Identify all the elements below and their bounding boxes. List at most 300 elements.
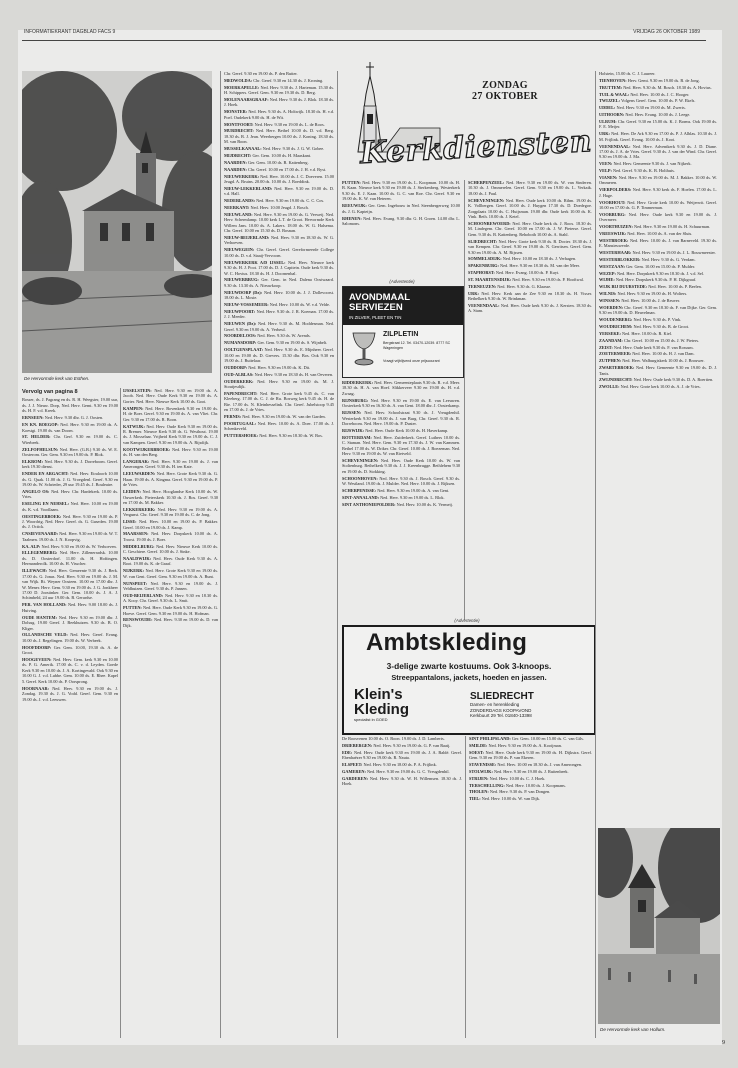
ad-line-1: 3-delige zwarte kostuums. Ook 3-knoops. — [386, 661, 552, 671]
listing-entry: STAVENISSE: Ned. Herv. 10.00 en 18.30 ds. J. van Amerongen. — [469, 761, 582, 767]
column-rule — [120, 388, 121, 1038]
listing-entry: CNSIEVENAARD: Ned. Herv. 9.30 en 19.00 dr. W. T. Taalmen. 19.00 ds. J. N. Koopvig. — [22, 531, 118, 542]
listing-entry: SCHERPENZEEL: Ned. Herv. 9.30 en 19.00 ds. W. van Sinderen. 10.30 ds. J. Ommerelen. Geref. Gem. 9.30 en 19.00 ds. L. Verkaik. 18.00 ds. J. Paul. — [468, 180, 592, 196]
column-rule — [465, 736, 466, 1038]
listing-entry: STAPHORST: Ned. Herv. Evang. 10.00 ds. P. Kuyt. — [468, 270, 560, 276]
ad-line-2: Streeppantalons, jackets, hoeden en jassen. — [391, 673, 547, 682]
listing-entry: KOOTWIJKERBROEK: Ned. Herv. 9.30 en 19.00 ds. H. van den Berg. — [123, 446, 218, 458]
listing-entry: VOORHOUT: Ned. Herv. Grote kerk 10.00 ds. Weijerwit. Geref. 10.00 en 17.00 ds. G. P. Timmerman. — [599, 199, 717, 210]
listing-entry: VELP: Ned. Geref. 9.30 ds. K. B. Holthuis. — [599, 168, 675, 174]
listing-place: EDE: — [342, 749, 353, 755]
listing-entry: MONSTER: Ned. Herv. 9.30 ds. A. Holtwijk. 18.30 ds. H. v.d. Poel. Oudekerk 9.00 ds. H. de Wit. — [224, 109, 334, 120]
listing-place: VEENENDAAL: — [468, 302, 500, 308]
logo-text: Klein's Kleding — [354, 686, 409, 718]
listing-entry: SCHEVENINGEN: Ned. Herv. Oude Kerk 10.00 ds. W. van Stoltenburg. Bethelkerk 9.30 ds. J. J. Kreenbrugge. Bethlehem 9.30 en 19.00 ds. D. Stokking. — [342, 457, 460, 474]
listing-place: IJSSELSTEIN: — [123, 388, 152, 393]
listing-entry: LANGERAK: Ned. Herv. 9.30 en 19.00 ds. J. van Amerongen. Geref. 9.30 ds. H. ten Kate. — [123, 459, 218, 470]
listing-place: ZWOLLE: — [599, 384, 620, 390]
listing-entry: KATWIJK: Ned. Herv. Oude Kerk 9.30 en 19.00 ds. R. Bremer. Nieuwe Kerk 9.30 ds. G. Westhout. 19.00 ds. J. Mosselaar. Vrijheid Kerk 9.30 en 19.00 ds. C. J. van Kampen. Geref. 9.30 en 19.00 ds. A. Rijsdijk. — [123, 423, 218, 445]
listing-entries — [22, 397, 118, 702]
listing-entry: ELLEGEMBERG: Ned. Herv. Zillenerradsk. 10.00 ds. D. Oosterdorf. 11.00 ds. H. Hoftingen. Hermanderolk. 10.00 ds. H. Visscher. — [22, 550, 118, 567]
listing-place: OESTINGERBOEK: — [22, 513, 62, 519]
listing-place: SINT PHILIPSLAND: — [469, 736, 511, 741]
listing-entry: ZWIJNDRECHT: Ned. Herv. Oude kerk 9.30 ds. D. A. Boertien. — [599, 377, 714, 383]
listing-place: SMILDE: — [469, 742, 488, 748]
listing-place: NEERKANT: — [224, 204, 250, 210]
listing-column-5 — [342, 736, 462, 1036]
church-photo-bottom-right — [598, 828, 720, 1024]
listing-place: REEUWIJK: — [342, 203, 367, 209]
listing-entry: SCHEVENINGEN: Ned. Herv. Oude kerk 10.00 ds. Rihm. 19.00 ds. K. Vollbergen. Geref. 10.00 ds. J. Huygen 17.30 ds. D. Doedegoe. Zorgplaats 10.00 ds. C. Huijsman. 19.00 dhr. Oude kerk 10.00 ds. K. Vink. Beth. 10.00 ds. J. Ketel. — [468, 197, 592, 220]
listing-entry: NAALDWIJK: Ned. Herv. Oude Kerk 9.30 ds. A. Boot. 19.00 ds. K. de Graaf. — [123, 555, 218, 567]
listing-entry: HOORNAAR: Ned. Herv. 9.30 en 19.00 ds. J. Zondag. 19.30 ds. J. G. Vodd. Geref. Gem. 9.30 en 19.00 ds. J. v.d. Leeuwen. — [22, 685, 118, 702]
listing-entry: VREESWIJK: Ned. Herv. 10.00 ds. A. van der Sluis. — [599, 230, 693, 236]
listing-place: WESTBROEK: — [599, 237, 629, 243]
ad-extra: Vraagt vrijblijvend onze prijscourant — [383, 359, 440, 363]
listing-entry: KAMPEN: Ned. Herv. Bovenkerk 9.30 en 19.00 ds. H. de Boer. Geref. 9.30 en 19.00 ds. A. van Vliet. Chr. Ger. 9.30 en 17.00 ds. R. Boon. — [123, 405, 218, 422]
listing-entry: ANGELO OS: Ned. Herv. Chr. Hardekerk. 10.00 ds. Vries. — [22, 488, 118, 500]
listing-entry: ESELING EN NEHSEL: Ned. Herv. 10.00 en 19.00 ds. K. v.d. Voodlaam. — [22, 501, 118, 512]
listing-entry: NAARDEN: Chr. Geref. 10.00 en 17.00 ds. J. H. v.d. Byst. — [224, 166, 327, 172]
listing-entry: MONTFOORT: Ned. Herv. 9.30 en 19.00 ds. L. de Roos. — [224, 121, 325, 127]
listing-place: UDDEL: — [599, 105, 616, 111]
listing-entry: WEZEP: Ned. Herv. Dorpskerk 9.30 en 18.30 ds. J. v.d. Sel. — [599, 270, 705, 276]
listing-entry: Chr. Geref. 9.30 en 19.00 ds. P. den Butter. — [224, 71, 298, 76]
listing-place: ENDER EN ARGACHT: — [22, 471, 69, 477]
listing-entry: MIJDRECHT: Ger. Gem. 10.00 ds. H. Maaskant. — [224, 153, 312, 159]
listing-place: HOOGEVEEN: — [22, 656, 52, 662]
listing-entry: SCHOONHOVEN: Ned. Herv. 9.30 ds. J. Bosch. Geref. 9.30 ds. W. Westland. 19.00 ds. J. Mulder. Ned. Herv. 10.00 ds. J. Rijksen. — [342, 475, 460, 487]
listing-place: SCHEVENINGEN: — [468, 197, 505, 203]
header-right: VRIJDAG 26 OKTOBER 1989 — [633, 29, 700, 35]
listing-place: LANGERAK: — [123, 459, 150, 464]
listing-entry: PUTTERSHOEK: Ned. Herv. 9.30 en 18.30 ds. W. Bos. — [224, 433, 323, 439]
store-name: SLIEDRECHT — [470, 691, 534, 702]
listing-entry: RIJSWIJK: Ned. Herv. Oude Kerk 10.00 ds. H. Haverkamp. — [342, 427, 449, 433]
listing-entry: LISSE: Ned. Herv. 10.00 en 19.00 ds. P. Bakker. Geref. 10.00 en 19.00 ds. J. Kamp. — [123, 519, 218, 530]
listing-place: VREESWIJK: — [599, 230, 627, 236]
listing-entry: SINT ANTHONIEPOLDER: Ned. Herv. 10.00 ds. K. Vermeij. — [342, 501, 453, 507]
listing-place: SCHEVENINGEN: — [342, 457, 379, 463]
listing-entry: NIEUWEGEIN: Chr. Geref. Geref. Gereformeerde College 10.00 ds. D. v.d. Staaij-Vervoorn. — [224, 247, 334, 258]
listing-entry: MURDRECHT: Ned. Herv. Bethel 10.00 ds. D. v.d. Berg. 18.30 ds. B. J. Jean. Weerbergen 10.00 ds. J. Koning. 18.30 ds. M. van Boon. — [224, 128, 334, 145]
listing-entry: WESTERHAAR: Ned. Herv. 9.30 en 19.00 ds. J. L. Bouwmeester. — [599, 250, 716, 256]
listing-entry: TIEL: Ned. Herv. 10.00 ds. W. van Dijk. — [469, 796, 540, 802]
listing-place: SINT ANTHONIEPOLDER: — [342, 501, 396, 507]
listing-entry: RIJSSEN: Ned. Herv. Schoolstraat 9.30 ds. J. Vreugdenhil. Westerkerk 9.30 en 19.00 ds. J. van Burg. Chr. Geref. 9.30 ds. R. Dorreboom. Ned. Herv. 19.00 ds. P. Duster. — [342, 410, 460, 426]
ad-avondmaal-serviezen[interactable] — [342, 286, 464, 378]
listing-entry: NEDERLANDS: Ned. Herv. 9.30 en 19.00 ds. C. C. Cos. — [224, 198, 325, 204]
listing-place: NIEUWLAND: — [224, 211, 253, 217]
listing-entry: ZWARTEBROEK: Ned. Herv. Gemeente 9.30 en 19.00 ds. D. J. Tanis. — [599, 365, 717, 376]
listing-place: PERNIS: — [224, 414, 242, 420]
listing-place: NIEUW-BEIJERLAND: — [224, 235, 270, 241]
column-rule — [220, 71, 221, 1038]
listing-place: VOORTHUIZEN: — [599, 224, 633, 230]
listing-entry: TRUTTEM: Ned. Herv. 9.30 ds. M. Bosch. 18.30 ds. A. Hovius. — [599, 84, 712, 90]
listing-entry: POORTUGAAL: Ned. Herv. 10.00 ds. A. Doer. 17.00 ds. J. Schenkeveld. — [224, 420, 334, 432]
listing-place: ERNSEEN: — [22, 415, 44, 421]
listing-entry: ST. MAARTENSDIJK: Ned. Herv. 9.30 en 19.00 ds. P. Hooftwal. — [468, 276, 584, 282]
listing-entry: EDE: Ned. Herv. Oude kerk 9.30 en 19.00 ds. J. A. Baldé. Geref. Ebenhaëzer 9.30 en 19.00 ds. R. Nauta. — [342, 749, 462, 761]
listing-place: POORTUGAAL: — [224, 420, 257, 426]
listing-place: MOERKAPELLE: — [224, 84, 260, 90]
listing-column-3 — [342, 180, 460, 282]
listing-entry: ZAANDAM: Chr. Geref. 10.00 en 15.00 ds. J. W. Pieters. — [599, 337, 700, 343]
listing-entry: DRIEBERGEN: Ned. Herv. 9.30 en 19.00 ds. G. P. van Raaij. — [342, 742, 451, 748]
listing-place: ZAANDAM: — [599, 337, 623, 343]
listing-entry: MEDWOLDA: Chr. Geref. 9.30 en 14.30 ds. J. Kroning. — [224, 77, 324, 83]
listing-place: OOLTGENSPLAAT: — [224, 347, 264, 353]
listing-place: OUDDORP: — [224, 364, 248, 370]
listing-place: MONTFOORT: — [224, 121, 254, 127]
listing-place: WOUDRICHEM: — [599, 324, 633, 329]
listing-place: SCHOONHOVEN: — [342, 475, 378, 481]
listing-entry: UITHOORN: Ned. Herv. Evang. 10.00 ds. J. Leege. — [599, 112, 691, 118]
listing-place: RENSWOUDE: — [123, 617, 153, 623]
listing-entry: YERSEKE: Ned. Herv. 10.00 ds. R. Kiel. — [599, 330, 673, 336]
listing-entry: OOLTGENSPLAAT: Ned. Herv. 9.30 ds. E. Mijnheer. Geref. 10.00 en 19.00 ds. D. Grevers. 15.30 dhr. Bos. Ook 9.30 en 19.00 ds. J. Buitelaar. — [224, 347, 334, 363]
listing-place: TERSCHELLING: — [469, 782, 505, 788]
listing-entry: TWIJZEL: Volgens Geref. Gem. 10.00 ds. P. W. Ekels. — [599, 98, 696, 104]
ad-logo — [354, 687, 432, 727]
listing-entry: NOORDELOOS: Ned. Herv. 9.30 ds. W. Arends. — [224, 333, 311, 339]
ad-address: Bergstraat 12. Tel. 03470-12039. 8777 SC Wageningen — [383, 341, 451, 350]
listing-entry: Holstein, 15.00 ds. C. J. Laureer. — [599, 71, 656, 76]
listing-entry: URK: Ned. Herv. De Ark 9.30 en 17.00 ds. P. J. Alblas. 10.30 ds. J. M. Frijlink. Geref. Evang. 10.00 ds. J. Kooi. — [599, 131, 717, 142]
listing-place: ROTTERDAM: — [342, 434, 372, 440]
page-marker: 9 — [722, 1040, 725, 1046]
listing-entry: LEIDEN: Ned. Herv. Hooglandse Kerk 10.00 ds. W. Ouwerkerk. Pieterskerk 10.30 ds. J. Bos. Geref. 9.30 en 17.00 ds. M. Bakker. — [123, 489, 218, 505]
church-photo-illustration — [598, 828, 720, 1024]
listing-place: GARDEREN: — [342, 775, 369, 781]
listing-entry: SOEST: Ned. Herv. Oude kerk 9.30 en 19.00 ds. H. Dijkstra. Geref. Gem. 9.30 en 19.00 ds. P. van Ekeren. — [469, 749, 592, 761]
listing-entry: VIANEN: Ned. Herv. 9.30 en 19.00 ds. M. J. Bakker. 10.00 ds. W. Ommeren. — [599, 174, 717, 186]
listing-place: VEEN: — [599, 161, 613, 167]
listing-entry: PUTTEN: Ned. Herv. Oude Kerk 9.30 en 19.00 ds. G. Hoeve. Geref. Gem. 9.30 en 19.00 ds. H. Hofman. — [123, 605, 218, 616]
listing-place: VEENENDAAL: — [599, 143, 631, 149]
listing-place: LEKKERKERK: — [123, 506, 156, 512]
listing-place: KATWIJK: — [123, 423, 145, 429]
listing-entry: ELKROM: Ned. Herv. 9.30 ds. J. Dorreboom. Geref. kerk 19.30 dienst. — [22, 458, 118, 470]
listing-place: OUDE HANTEM: — [22, 614, 58, 620]
listing-place: EN KN. BOEGOP: — [22, 422, 59, 428]
listing-place: OUD-ALBLAS: — [224, 371, 254, 377]
listing-entry: STRIJEN: Ned. Herv. 10.00 ds. C. J. Hoek. — [469, 775, 546, 781]
listing-entry: PERNIS: Ned. Herv. 9.30 en 19.00 ds. W. van der Garden. — [224, 414, 326, 420]
listing-place: TRUTTEM: — [599, 84, 623, 90]
listing-place: VIERPOLDERS: — [599, 187, 632, 193]
listing-column-3b — [342, 380, 460, 620]
listing-entry: WIJK BIJ DUURSTEDE: Ned. Herv. 10.00 ds. P. Beelen. — [599, 284, 702, 290]
listing-entry: VOORTHUIZEN: Ned. Herv. 9.30 en 19.00 ds. H. Schuurman. — [599, 224, 711, 230]
listing-entry: ENDER EN ARGACHT: Ned. Herv. Eiraloorb 10.00 ds. G. Quak. 11.00 ds. J. G. Vroegdenl. Geref. 9.30 en 19.00 ds. W. Schrieder, 29 uur 19.45 ds. J. Bouleaire. — [22, 471, 118, 488]
listing-place: ST. MAARTENSDIJK: — [468, 276, 512, 282]
listing-entry: MOERKAPELLE: Ned. Herv. 9.30 ds. J. Harteman. 15.30 ds. H. Schippers. Geref. Gem. 9.30 en 19.30 ds. D. Berg. — [224, 84, 334, 96]
store-line-1: Damen- en herenkleding — [470, 702, 520, 707]
listing-entry: NIJKERK: Ned. Herv. Grote Kerk 9.30 en 19.00 ds. W. van Gent. Geref. Gem. 9.30 en 19.00 ds. A. Bunt. — [123, 568, 218, 579]
listing-place: URK: — [599, 131, 610, 137]
listing-entry: NIEUWPOORT: Ned. Herv. 9.30 ds. J. R. Koeman. 17.00 ds. J. J. Meeder. — [224, 308, 334, 320]
listing-entry: NIEUW-VOSSEMEER: Ned. Herv. 10.00 ds. W. v.d. Velde. — [224, 301, 330, 307]
listing-entry: NAARDEN: Ger. Gem. 10.00 ds. B. Kattenberg. — [224, 159, 309, 165]
listing-place: WESTERHAAR: — [599, 250, 632, 256]
listing-place: ELLEGEMBERG: — [22, 550, 58, 556]
listing-entry: PUTTEN: Ned. Herv. 9.30 en 19.00 ds. L. Koopman. 10.00 ds. H. B. Kaan. Nieuwe kerk 9.30 en 19.00 ds. J. Sterkenberg. Westerkerk 9.30 ds. E. J. Kaan. 10.00 ds. G. C. van Roe. Chr. Geref. 9.30 en 19.00 ds. K. W. van Heteren. — [342, 180, 460, 202]
listing-entry: NIEUWERKERK: Ned. Herv. 10.00 ds. J. C. Doeveren. 15.00 Jeugd. A. Bruins. 20.00 ds. 10.00 ds. J. Boeddink. — [224, 173, 334, 184]
listing-place: URK: — [468, 290, 479, 296]
store-line-3: Kerkbuurt 29 Tel. 01840-13398 — [470, 713, 532, 719]
listing-place: ST. HELDER: — [22, 434, 51, 440]
listing-place: SCHOONREWOERD: — [468, 220, 511, 226]
listing-entry: URK: Ned. Herv. Kerk aan de Zee 9.30 en 18.30 ds. H. Visser. Bethelkerk 9.30 ds. W. Brinkman. — [468, 290, 592, 302]
listing-entry: RHENEN: Ned. Herv. Evang. 9.30 dhr. G. H. Groen. 14.00 dhr. L. Salomons. — [342, 215, 460, 226]
listing-place: STAPHORST: — [468, 270, 495, 276]
listing-place: RIJNSBURG: — [342, 397, 369, 403]
listing-entry: WESTZAAN: Ger. Gem. 10.00 en 15.00 ds. P. Mulder. — [599, 263, 696, 269]
listing-entry: UDDEL: Ned. Herv. 9.30 en 19.00 ds. M. Zwerts. — [599, 105, 686, 111]
listing-entry: De Roosvenen 10.00 ds. O. Boon. 19.00 ds. J. D. Lamberts. — [342, 736, 445, 741]
listing-place: WESTZAAN: — [599, 263, 626, 269]
listing-entry: MUSSELKANAAL: Ned. Herv. 9.30 ds. J. G. W. Gobee. — [224, 146, 325, 152]
listing-entry: VEENENDAAL: Ned. Herv. Oude kerk 9.30 ds. J. Kersten. 18.30 ds. A. Stam. — [468, 302, 592, 314]
listing-place: NIJKERK: — [123, 568, 145, 574]
listing-place: MAARSSEN: — [123, 531, 149, 537]
banner-date: 27 OKTOBER — [472, 91, 538, 102]
listing-place: NIEUW-LEKKERLAND: — [224, 185, 273, 191]
listing-entry: NIEUW-BEIJERLAND: Ned. Herv. 9.30 en 18.30 ds. W. G. Verhoeven. — [224, 235, 334, 246]
listing-place: NIEUWERKERK: — [224, 173, 260, 179]
listing-entry: NIEUWERBRUG: Ger. Gem. in Ned. Dalena Oostwaard. 9.30 ds. 13.30 ds. A. Nieuwkoop. — [224, 277, 334, 288]
listing-place: WEZEP: — [599, 270, 616, 276]
listing-entries — [468, 180, 592, 314]
listing-place: NIEUWERKERK A/D IJSSEL: — [224, 259, 286, 265]
listing-place: NAALDWIJK: — [123, 555, 152, 561]
listing-entry: HOOGEVEEN: Ned. Herv. Gem. kerk 9.30 en 10.00 ds. P. G. Amerik. 17.00 ds. C. v. d. Leyden. Goede Kerk 9.30 en 10.00 ds. J. A. Kortingevald. Ook 9.30 en 10.00 G. J. v.d. Lubbe. Gem. 10.00 ds. E. Rhee. Kapel 5. Geref. Kerk 10.00 ds. P. Oorsprong. — [22, 656, 118, 684]
listing-column-4 — [468, 180, 592, 620]
listing-place: PUTTEN: — [342, 180, 361, 185]
listing-place: NIEUW-VOSSEMEER: — [224, 301, 269, 307]
listing-place: MIDDELBURG: — [123, 543, 155, 549]
ad-subline: IN ZILVER, PLEET EN TIN — [349, 315, 402, 320]
listing-place: MONSTER: — [224, 109, 248, 115]
listing-place: OUD-BEIJERLAND: — [123, 592, 164, 598]
listing-place: WOERDEN: — [599, 304, 624, 310]
listing-entry: NIEUWERKERK A/D IJSSEL: Ned. Herv. Nieuwe kerk 9.30 ds. H. J. Poot. 17.00 ds. D. J. Capitein. Oude kerk 9.30 ds. W. C. Hovius. 18.30 ds. H. J. Doornenbal. — [224, 259, 334, 276]
ad-ambtskleding[interactable] — [342, 625, 596, 735]
listing-place: ELKROM: — [22, 458, 44, 464]
listing-entry: ZUTPHEN: Ned. Herv. Walburgiskerk 10.00 ds. J. Brouwer. — [599, 358, 705, 364]
listing-entry: SPAKENBURG: Ned. Herv. 9.30 en 18.30 ds. M. van der Meer. — [468, 263, 580, 269]
listing-entry: MIDDELBURG: Ned. Herv. Nieuwe Kerk 10.00 ds. C. Geschiere. Geref. 10.00 ds. J. Sinke. — [123, 543, 218, 555]
listing-entry: WIJHE: Ned. Herv. Dorpskerk 9.30 ds. P. H. Dijkgraaf. — [599, 277, 697, 283]
listing-place: ZWARTEBROEK: — [599, 365, 635, 371]
listing-entry: VEENENDAAL: Ned. Herv. Adventkerk 9.30 ds. J. D. Diane. 17.00 ds. J. A. de Vries. Geref. 9.30 ds. J. van der Wind. Chr. Geref. 9.30 en 19.00 ds. J. Ma. — [599, 143, 717, 160]
listing-place: NAARDEN: — [224, 166, 247, 172]
listing-entry: OUD-BEIJERLAND: Ned. Herv. 9.30 en 18.30 ds. A. Kooy. Chr. Geref. 9.30 ds. L. Smit. — [123, 592, 218, 604]
listing-entry: SCHOONREWOERD: Ned. Herv. Oude kerk ds. J. Roos. 18.30 ds. M. Lindegem. Chr. Geref. 10.00 en 17.00 ds. J. W. Pieterse. Geref. Gem. 9.30 ds. B. Kattenberg. Rehoboth 10.00 ds. A. Stahl. — [468, 220, 592, 237]
listing-place: ULRUM: — [599, 118, 617, 124]
listing-entry: RENSWOUDE: Ned. Herv. 9.30 en 19.00 ds. D. van Dijk. — [123, 617, 218, 628]
listing-entry: WESTERBLOKKER: Ned. Herv. 9.30 ds. G. Verdam. — [599, 256, 696, 262]
listing-entry: SCHERPENISSE: Ned. Herv. 9.30 en 19.00 ds. A. van Gent. — [342, 487, 450, 493]
listing-entry: SINT PHILIPSLAND: Ger. Gem. 10.00 en 15.00 ds. C. van Gils. — [469, 736, 584, 741]
listing-entry: WILNIS: Ned. Herv. 9.30 en 19.00 ds. H. Wolters. — [599, 291, 688, 297]
listing-entry: TERSCHELLING: Ned. Herv. 10.00 ds. J. Koopmans. — [469, 782, 566, 788]
listing-place: STRIJEN: — [469, 775, 489, 781]
listing-entry: WINSSEN: Ned. Herv. 10.00 ds. J. de Reuver. — [599, 298, 681, 304]
listing-place: ELSPEET: — [342, 761, 363, 767]
listing-entry: ELSPEET: Ned. Herv. 9.30 en 18.00 ds. P. A. Frijlink. — [342, 761, 437, 767]
listing-place: ANGELO OS: — [22, 488, 50, 494]
listing-place: WINSSEN: — [599, 298, 621, 304]
listing-entry: WOUDENBERG: Ned. Herv. 9.30 ds. P. Vink. — [599, 317, 682, 323]
listing-place: PUTTERSHOEK: — [224, 433, 259, 439]
listing-column-2 — [224, 71, 334, 1038]
listing-entries — [224, 71, 334, 439]
listing-place: ZEIST: — [599, 344, 613, 350]
listing-entry: TERNEUZEN: Ned. Herv. 9.30 ds. G. Klaasse. — [468, 283, 552, 289]
church-photo-illustration — [22, 71, 212, 373]
listing-place: WESTERBLOKKER: — [599, 256, 641, 262]
listing-entry: GARDEREN: Ned. Herv. 9.30 ds. W. H. Willemsen. 18.30 ds. J. Hoek. — [342, 775, 462, 787]
listing-entry: NUNSPEET: Ned. Herv. 9.30 en 19.00 ds. J. Veldhuizen. Geref. 9.30 ds. P. Jansen. — [123, 580, 218, 592]
listing-entry: NIEUWEN (Dz): Ned. Herv. 9.30 ds. M. Hoddesman. Ned. Geref. 9.30 en 19.00 ds. A. Verheul. — [224, 321, 334, 332]
listing-place: WILNIS: — [599, 291, 617, 297]
listing-place: MIJDRECHT: — [224, 153, 252, 159]
listing-place: RHENEN: — [342, 215, 362, 221]
ad-headline: AVONDMAAL SERVIEZEN — [349, 292, 410, 313]
listing-place: TERNEUZEN: — [468, 283, 497, 289]
listing-entry: THOLEN: Ned. Herv. 9.30 ds. P. van Dongen. — [469, 789, 551, 795]
listing-column-6 — [469, 736, 592, 1036]
listing-entries — [342, 180, 460, 226]
listing-place: OLLANDSCHE VELD: — [22, 632, 68, 638]
listing-entry: RIDDERKERK: Ned. Herv. Gemeenteplaats 9.30 ds. R. v.d. Meer. 18.30 ds. H. A. van Hoef. Slikkerveer 9.30 en 19.00 ds. H. v.d. Zwaag. — [342, 380, 460, 396]
listing-entry: HOOFDDORP: Ger. Gem. 10.00, 19.30 ds. A. de Groot. — [22, 644, 118, 656]
listing-entry: ZEIST: Ned. Herv. Oude kerk 9.30 ds. F. van Rossum. — [599, 344, 694, 350]
listing-entry: TIENHOVEN: Herv. Gemt. 9.30 en 19.00 ds. B. de Jong. — [599, 77, 700, 83]
listing-entries — [342, 736, 462, 787]
listing-place: TIEL: — [469, 796, 481, 802]
ad-brand: ZILPLETIN — [383, 331, 419, 338]
listing-place: VIANEN: — [599, 174, 618, 180]
listing-entry: ULRUM: Chr. Geref. 9.30 en 15.00 ds. K. J. Borms. Ook 19.00 ds. F. E. Meijer. — [599, 118, 717, 130]
listing-entry: WESTBROEK: Ned. Herv. 10.00 ds. J. van Barneveld. 19.30 ds. E. Mansieuwerde. — [599, 237, 717, 249]
listing-entry: SMILDE: Ned. Herv. 9.30 en 19.00 ds. A. Kooijman. — [469, 742, 562, 748]
listing-place: VELP: — [599, 168, 612, 174]
church-photo-top-left — [22, 71, 212, 373]
listing-place: CNSIEVENAARD: — [22, 531, 59, 537]
listing-place: NIEUWPOORT: — [224, 308, 256, 314]
listing-place: KOOTWIJKERBROEK: — [123, 446, 171, 452]
listing-entry: WOUDRICHEM: Ned. Herv. 9.30 ds. B. de Groot. — [599, 324, 690, 329]
listing-entry: SOMMELSDIJK: Ned. Herv. 10.00 en 18.30 ds. J. Verhagen. — [468, 256, 577, 262]
listing-place: HOORNAAR: — [22, 685, 49, 691]
listing-place: SOMMELSDIJK: — [468, 256, 502, 262]
kerkdiensten-banner — [340, 56, 596, 172]
listing-place: LEIDEN: — [123, 489, 141, 495]
page-header — [22, 29, 722, 39]
listing-place: RIDDERKERK: — [342, 380, 374, 385]
listing-place: ZUTPHEN: — [599, 358, 622, 364]
ad-label: (Advertentie) — [454, 618, 480, 623]
listing-place: NAARDEN: — [224, 159, 247, 165]
chalice-icon — [347, 329, 381, 369]
listing-entry: MAARSSEN: Ned. Herv. Dorpskerk 10.00 ds. A. Troost. 19.00 ds. J. Boer. — [123, 531, 218, 542]
listing-column-7 — [599, 71, 717, 821]
listing-entry: Bosser, ds. J. Pagrang en ds. R. H. Weegster, 19.00 uur, ds. J. J. Nieuw. Dorp, Ned. Herv. Gemt. 9.30 en 19.00 ds. H. F. v.d. Kreek. — [22, 397, 118, 414]
listing-place: NUNSPEET: — [123, 580, 148, 586]
listing-entry: SLIEDRECHT: Ned. Herv. Grote kerk 9.30 ds. B. Docter. 18.30 ds. J. van Kempen. Chr. Geref. 9.30 en 19.00 ds. N. Gerritsen. Geref. Gem. 9.30 en 19.00 ds. A. M. Rijssen. — [468, 238, 592, 255]
listing-entry: ZOETERMEER: Ned. Herv. 10.00 ds. H. J. van Dam. — [599, 351, 695, 357]
photo-caption-top: De Hervormde kerk van Esthen. — [24, 376, 90, 381]
listing-place: HOOFDDORP: — [22, 644, 52, 650]
listing-place: UITHOORN: — [599, 112, 625, 118]
column-rule — [337, 71, 338, 1038]
listing-place: SOEST: — [469, 749, 484, 755]
listing-entry: LEKKERKERK: Ned. Herv. 9.30 en 19.00 ds. A. Vergunst. Chr. Geref. 9.30 en 19.00 ds. C. de Jong. — [123, 506, 218, 518]
listing-place: MOLENAARSGRAAF: — [224, 96, 269, 102]
listing-place: WIJK BIJ DUURSTEDE: — [599, 284, 648, 290]
listing-place: RIJSWIJK: — [342, 427, 365, 433]
column-heading: Vervolg van pagina 8 — [22, 389, 78, 395]
listing-place: STAVENISSE: — [469, 761, 497, 767]
listing-place: MURDRECHT: — [224, 128, 254, 134]
listing-place: TIENHOVEN: — [599, 77, 627, 83]
listing-entry: STOLWIJK: Ned. Herv. 9.30 en 19.00 ds. J. Ruitenbeek. — [469, 768, 569, 774]
listing-place: WOUDENBERG: — [599, 317, 633, 323]
listing-place: NIEUWDORP (Dz): — [224, 289, 263, 295]
listing-entry: OUDDORP: Ned. Herv. 9.30 en 19.00 ds. K. Dit. — [224, 364, 311, 370]
listing-place: ILLEWACH: — [22, 568, 48, 574]
listing-place: NIEUWERBRUG: — [224, 277, 259, 283]
column-rule — [595, 71, 596, 1038]
listing-entry: RIJNSBURG: Ned. Herv. 9.30 en 19.00 ds. E. van Leeuwen. Oosterkerk 9.30 en 16.30 ds. A. van Gent. 18.00 dhr. J. Oosterkamp. — [342, 397, 460, 409]
listing-place: THOLEN: — [469, 789, 489, 795]
banner-day: ZONDAG — [482, 80, 528, 91]
listing-entry: SINT-ANNALAND: Ned. Herv. 9.30 en 19.00 ds. L. Blok. — [342, 494, 445, 500]
listing-column-1 — [22, 388, 118, 1038]
listing-entries — [469, 736, 592, 802]
listing-place: LEEUWARDEN: — [123, 471, 156, 477]
ad-store — [470, 691, 534, 719]
listing-entries — [123, 388, 218, 628]
listing-entry: VEEN: Ned. Herv. Gemeente 9.30 ds. J. van Nijkerk. — [599, 161, 692, 167]
listing-place: NUMANSDORP: — [224, 340, 257, 346]
listing-place: PER. VAN HOLLAND: — [22, 602, 67, 608]
listing-place: NEDERLANDS: — [224, 198, 256, 204]
listing-place: SCHERPENZEEL: — [468, 180, 505, 185]
listing-place: NIEUWEN (Dz): — [224, 321, 257, 327]
photo-caption-bottom: De Hervormde kerk van Hollum. — [600, 1027, 666, 1032]
listing-entry: NIEUWLAND: Ned. Herv. 9.30 en 19.00 ds. G. Verweij. Ned. Herv. Schermlamp. 10.00 kerk L.T. de Groot. Hervormde Kerk Willem Jans. 10.00 ds. A. Lakers. 18.00 ds. W. G. Halsema. Chr. Geref. 10.00 en 15.30 ds. D. Bosnan. — [224, 211, 334, 234]
listing-place: RIJSSEN: — [342, 410, 362, 416]
listing-place: ESELING EN NEHSEL: — [22, 501, 70, 507]
listing-entry: ROTTERDAM: Ned. Herv. Zuiderkerk. Geref. Luthers 10.00 ds. C. Staman. Ned. Herv. Gem. 9.30 en 17.30 ds. J. W. van Kammen. Bethel 17.00 ds. W. Driker. Chr. Geref. 10.00 ds. J. Boezeman. Ned. Herv. 9.30 en 19.00 ds. W. van Rietveld. — [342, 434, 460, 456]
listing-place: VOORBURG: — [599, 211, 626, 217]
listing-place: OUDERKERK: — [224, 378, 254, 384]
listing-entries — [342, 380, 460, 507]
listing-place: SPAKENBURG: — [468, 263, 499, 269]
listing-place: TUIL & WAAL: — [599, 91, 630, 97]
listing-entry: NUMANSDORP: Ger. Gem. 9.30 en 19.00 ds. S. Wijnbelt. — [224, 340, 328, 346]
ad-title: Ambtskleding — [366, 629, 528, 656]
listing-entry: PAPENDRECHT: Ned. Herv. Grote kerk 9.45 ds. C. van Kleeberg. 17.00 ds. C. J. de Ru. Bosweg kerk 9.45 ds. H. de Bie. 17.00 ds. N. Kleinhesselink. Chr. Geref. Jubelstoop 9.45 en 17.00 ds. J. de Vries. — [224, 390, 334, 413]
listing-entry: ST. HELDER: Chr. Gerf. 9.30 en 19.00 ds. C. Wierbeek. — [22, 434, 118, 445]
listing-entry: WOERDEN: Chr. Geref. 9.30 en 18.30 ds. F. van Dijke. Ger. Gem. 9.30 en 19.00 ds. D. Heuvelman. — [599, 304, 717, 316]
listing-entry: ZELFOFHELSUN: Ned. Herv. (G.B.) 9.30 ds. W. E. Oosterom. Ger. Gem. 9.30 en 19.00 ds. P. Blok. — [22, 446, 118, 458]
